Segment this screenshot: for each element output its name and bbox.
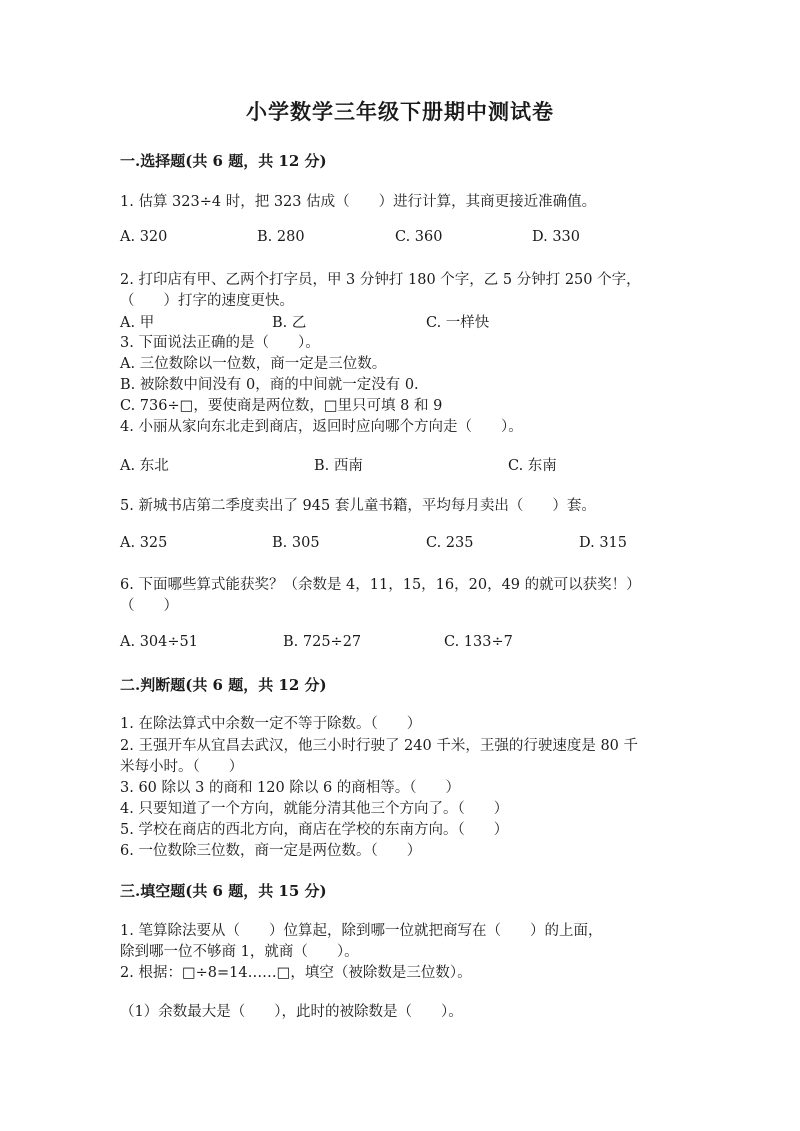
- option-b: B. 305: [272, 535, 320, 551]
- judge-item: 1. 在除法算式中余数一定不等于除数。（ ）: [120, 716, 422, 732]
- option-c: C. 736÷□，要使商是两位数，□里只可填 8 和 9: [120, 398, 443, 414]
- section-heading-choice: 一.选择题(共 6 题，共 12 分): [120, 152, 327, 170]
- question-text-cont: （ ）: [120, 598, 178, 614]
- judge-item: 2. 王强开车从宜昌去武汉，他三小时行驶了 240 千米，王强的行驶速度是 80 千: [120, 738, 639, 754]
- option-a: A. 304÷51: [120, 634, 198, 650]
- question-text: 4. 小丽从家向东北走到商店，返回时应向哪个方向走（ ）。: [120, 419, 523, 435]
- judge-item: 6. 一位数除三位数，商一定是两位数。（ ）: [120, 843, 422, 859]
- option-b: B. 725÷27: [283, 634, 362, 650]
- fill-item: 2. 根据：□÷8=14……□，填空（被除数是三位数）。: [120, 965, 472, 981]
- question-text: 3. 下面说法正确的是（ ）。: [120, 335, 320, 351]
- section-heading-judge: 二.判断题(共 6 题，共 12 分): [120, 676, 327, 694]
- option-c: C. 一样快: [426, 315, 490, 331]
- fill-subitem: （1）余数最大是（ ），此时的被除数是（ ）。: [120, 1004, 463, 1020]
- question-text: 2. 打印店有甲、乙两个打字员，甲 3 分钟打 180 个字，乙 5 分钟打 250 个字，: [120, 272, 641, 288]
- section-heading-fill: 三.填空题(共 6 题，共 15 分): [120, 882, 327, 900]
- option-d: D. 315: [579, 535, 628, 551]
- option-c: C. 360: [395, 229, 443, 245]
- question-text-cont: （ ）打字的速度更快。: [120, 293, 294, 309]
- option-b: B. 乙: [272, 315, 307, 331]
- option-b: B. 280: [257, 229, 305, 245]
- fill-item: 1. 笔算除法要从（ ）位算起，除到哪一位就把商写在（ ）的上面，: [120, 923, 603, 939]
- option-c: C. 东南: [508, 458, 557, 474]
- option-a: A. 甲: [120, 315, 155, 331]
- option-b: B. 被除数中间没有 0，商的中间就一定没有 0.: [120, 377, 419, 393]
- fill-item-cont: 除到哪一位不够商 1，就商（ ）。: [120, 944, 359, 960]
- question-text: 6. 下面哪些算式能获奖？（余数是 4，11，15，16，20，49 的就可以获奖！）: [120, 577, 641, 593]
- option-a: A. 325: [120, 535, 168, 551]
- option-d: D. 330: [532, 229, 581, 245]
- option-c: C. 235: [426, 535, 474, 551]
- option-c: C. 133÷7: [444, 634, 513, 650]
- judge-item: 5. 学校在商店的西北方向，商店在学校的东南方向。（ ）: [120, 822, 509, 838]
- question-text: 5. 新城书店第二季度卖出了 945 套儿童书籍，平均每月卖出（ ）套。: [120, 498, 596, 514]
- page-title: 小学数学三年级下册期中测试卷: [246, 99, 554, 124]
- option-a: A. 三位数除以一位数，商一定是三位数。: [120, 356, 387, 372]
- question-text: 1. 估算 323÷4 时，把 323 估成（ ）进行计算，其商更接近准确值。: [120, 194, 597, 210]
- option-b: B. 西南: [314, 458, 363, 474]
- option-a: A. 东北: [120, 458, 169, 474]
- judge-item-cont: 米每小时。（ ）: [120, 759, 244, 775]
- option-a: A. 320: [120, 229, 168, 245]
- judge-item: 4. 只要知道了一个方向，就能分清其他三个方向了。（ ）: [120, 801, 509, 817]
- judge-item: 3. 60 除以 3 的商和 120 除以 6 的商相等。（ ）: [120, 780, 461, 796]
